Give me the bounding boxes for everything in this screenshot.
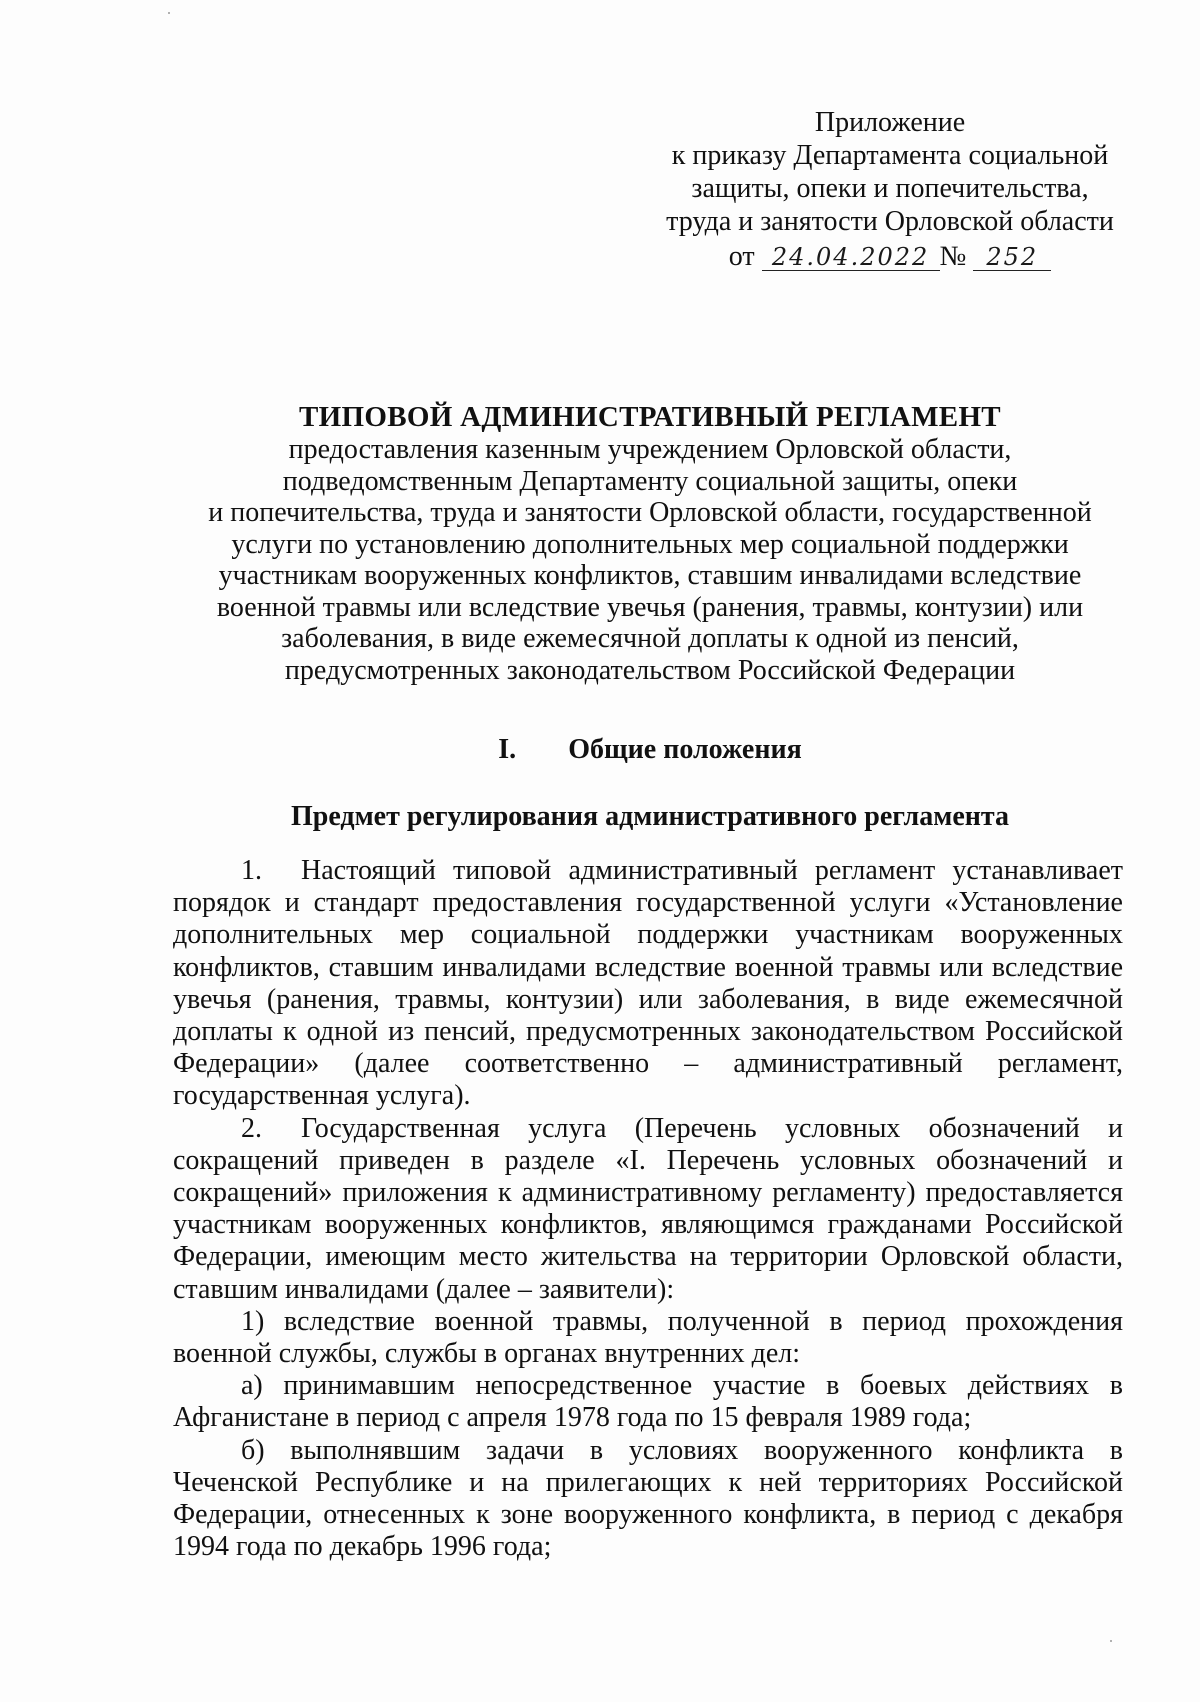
paragraph-1 xyxy=(173,855,1123,1113)
subtitle-line: военной травмы или вследствие увечья (ранения, травмы, контузии) или xyxy=(216,591,1084,623)
body-text xyxy=(173,855,1123,1563)
scan-speck xyxy=(1110,1640,1112,1642)
section-number: I. xyxy=(498,734,517,765)
document-title: ТИПОВОЙ АДМИНИСТРАТИВНЫЙ РЕГЛАМЕНТ xyxy=(299,401,1001,433)
subsection-heading: Предмет регулирования административного регламента xyxy=(291,801,1009,832)
appendix-order-ref-3: труда и занятости Орловской области xyxy=(666,206,1114,237)
order-date-number xyxy=(640,240,1140,273)
from-label: от xyxy=(728,241,755,272)
document-subtitle xyxy=(170,434,1130,686)
subtitle-line: предоставления казенным учреждением Орловской области, xyxy=(288,434,1012,465)
paragraph-number: 1. xyxy=(241,855,262,886)
section-title: Общие положения xyxy=(568,734,802,765)
appendix-order-ref-2: защиты, опеки и попечительства, xyxy=(691,173,1089,204)
number-label: № xyxy=(939,241,967,272)
appendix-header xyxy=(640,106,1140,273)
list-item-a: а) принимавшим непосредственное участие в боевых действиях в Афганистане в период с апреля 1978 года по 15 февраля 1989 года; xyxy=(173,1370,1123,1434)
section-heading xyxy=(170,733,1130,767)
list-item-1: 1) вследствие военной травмы, полученной в период прохождения военной службы, службы в органах внутренних дел: xyxy=(173,1305,1123,1370)
subtitle-line: заболевания, в виде ежемесячной доплаты к одной из пенсий, xyxy=(281,623,1019,654)
paragraph-2 xyxy=(173,1113,1123,1306)
appendix-title: Приложение xyxy=(814,107,966,138)
subtitle-line: предусмотренных законодательством Российской Федерации xyxy=(284,654,1016,686)
subtitle-line: услуги по установлению дополнительных мер социальной поддержки xyxy=(231,528,1069,560)
appendix-order-ref: к приказу Департамента социальной xyxy=(671,140,1109,171)
list-item-b: б) выполнявшим задачи в условиях вооруженного конфликта в Чеченской Республике и на прилегающих к ней территориях Российской Федерации, отнесенных к зоне вооруженного конфликта, в период с декабря 1994 года по декабрь 1996 года; xyxy=(173,1434,1123,1563)
subtitle-line: и попечительства, труда и занятости Орловской области, государственной xyxy=(208,497,1092,528)
handwritten-number: 252 xyxy=(973,244,1051,271)
handwritten-date: 24.04.2022 xyxy=(762,244,940,271)
paragraph-number: 2. xyxy=(241,1112,262,1144)
paragraph-text: Настоящий типовой административный регламент устанавливает порядок и стандарт предоставления государственной услуги «Установление дополнительных мер социальной поддержки участникам вооруженных конфликтов, ставшим инвалидами вследствие военной травмы или вследствие увечья (ранения, травмы, контузии) или заболевания, в виде ежемесячной доплаты к одной из пенсий, предусмотренных законодательством Российской Федерации» (далее соответственно – административный регламент, государственная услуга). xyxy=(173,855,1123,1112)
scan-speck xyxy=(168,12,170,14)
paragraph-text: Государственная услуга (Перечень условных обозначений и сокращений приведен в разделе «I. Перечень условных обозначений и сокращений» приложения к административному регламенту) предоставляется участникам вооруженных конфликтов, являющимся гражданами Российской Федерации, имеющим место жительства на территории Орловской области, ставшим инвалидами (далее – заявители): xyxy=(173,1112,1123,1305)
subtitle-line: участникам вооруженных конфликтов, ставшим инвалидами вследствие xyxy=(218,560,1082,591)
subtitle-line: подведомственным Департаменту социальной защиты, опеки xyxy=(282,465,1018,497)
title-block xyxy=(170,400,1130,686)
